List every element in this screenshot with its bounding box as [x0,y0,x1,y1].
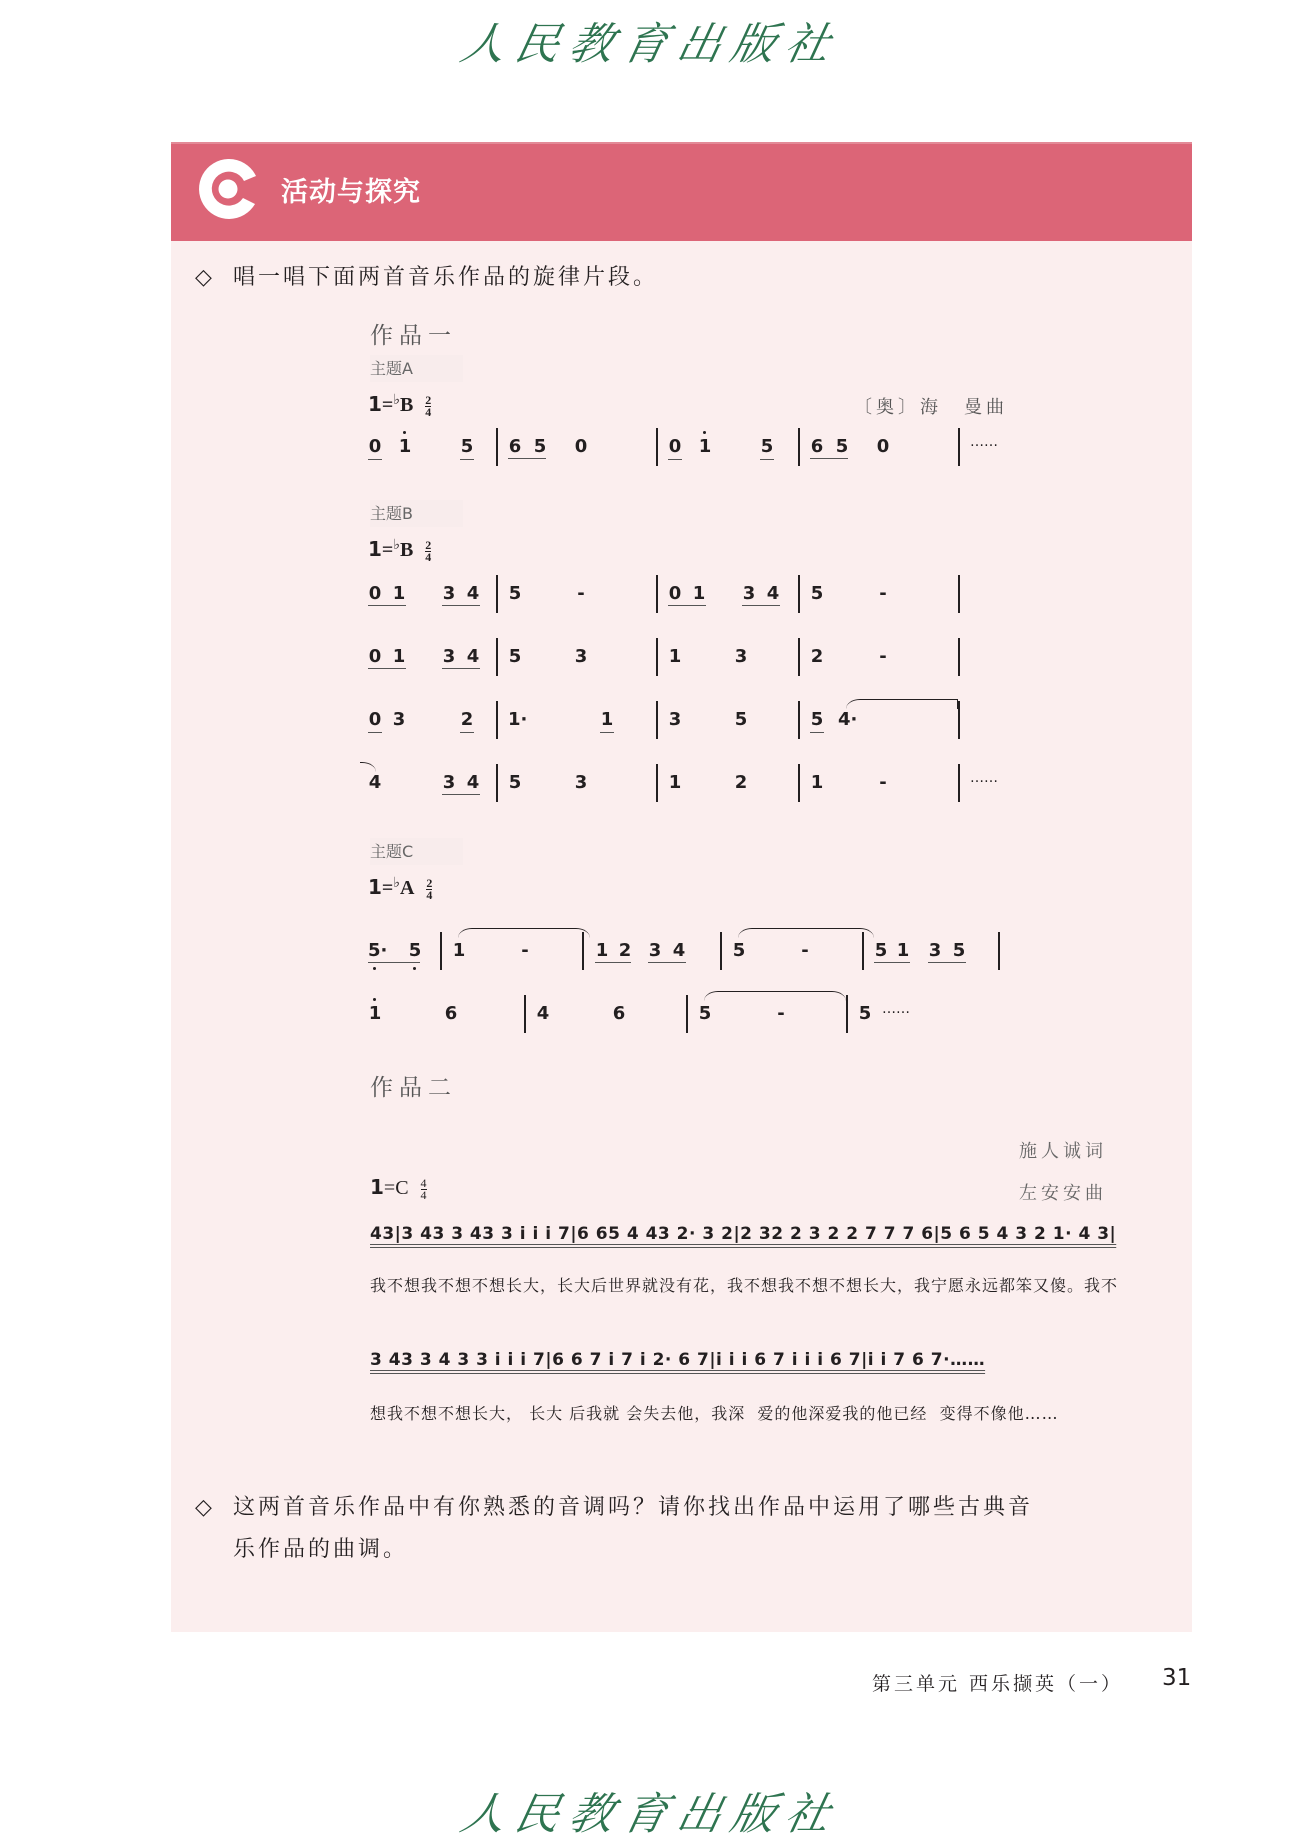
panel-header [171,142,1192,241]
target-ring-icon [195,156,261,222]
work2-title: 作品二 [370,1075,457,1101]
page-number: 31 [1162,1665,1192,1691]
work2-notation-line-2: 3 43 3 4 3 3 i i i 7|6 6 7 i 7 i 2· 6 7|i i i 6 7 i i i 6 7|i i 7 6 7·…… [370,1350,986,1370]
theme-b-line-4: 4 3 4 5 3 1 2 1 - …… [368,764,1128,804]
work2-lyrics-line-1: 我不想我不想不想长大，长大后世界就没有花，我不想我不想不想长大，我宁愿永远都笨又傻。我不 [370,1276,1119,1295]
work1-composer: 〔奥〕海 曼曲 [854,397,1008,418]
theme-b-line-1: 0 1 3 4 5 - 0 1 3 4 5 - [368,575,1128,615]
work1-title: 作品一 [370,323,457,349]
diamond-bullet-icon: ◇ [195,265,215,290]
work2-lyrics-line-2: 想我不想不想长大， 长大 后我就 会失去他，我深 爱的他深爱我的他已经 变得不像他…… [370,1404,1059,1423]
publisher-watermark-top: 人民教育出版社 [456,19,845,70]
theme-b-line-2: 0 1 3 4 5 3 1 3 2 - [368,638,1128,678]
theme-c-line-1: 5· 5 1 - 1 2 3 4 5 - 5 1 3 5 [368,932,1148,972]
theme-a-key: 1=♭B $\frac{2}{4}$ [368,392,432,419]
work2-notation-line-1: 43|3 43 3 43 3 i i i 7|6 65 4 43 2· 3 2|2 32 2 3 2 2 7 7 7 6|5 6 5 4 3 2 1· 4 3| [370,1224,1117,1244]
unit-title: 第三单元 西乐撷英（一） [872,1673,1124,1695]
theme-b-label: 主题B [370,500,463,527]
diamond-bullet-icon: ◇ [195,1495,215,1520]
theme-a-line-1: 0 1 5 6 5 0 0 1 5 6 5 0 …… [368,428,1128,468]
activity-panel [171,142,1192,1632]
theme-b-key: 1=♭B $\frac{2}{4}$ [368,537,432,564]
prompt-question: ◇ 这两首音乐作品中有你熟悉的音调吗？请你找出作品中运用了哪些古典音 [195,1495,1034,1520]
theme-b-line-3: 0 3 2 1· 1 3 5 5 4· [368,701,1128,741]
work2-key: 1=C $\frac{4}{4}$ [370,1175,427,1202]
prompt-question-cont: 乐作品的曲调。 [233,1537,409,1562]
panel-title: 活动与探究 [281,177,421,208]
work2-composer: 左安安曲 [1019,1183,1107,1204]
theme-a-label: 主题A [370,355,463,382]
work2-lyricist: 施人诚词 [1019,1141,1107,1162]
publisher-watermark-bottom: 人民教育出版社 [456,1789,845,1840]
theme-c-label: 主题C [370,838,463,865]
theme-c-line-2: 1 6 4 6 5 - 5 …… [368,995,1148,1035]
prompt-sing: ◇ 唱一唱下面两首音乐作品的旋律片段。 [195,265,659,290]
theme-c-key: 1=♭A $\frac{2}{4}$ [368,875,433,902]
